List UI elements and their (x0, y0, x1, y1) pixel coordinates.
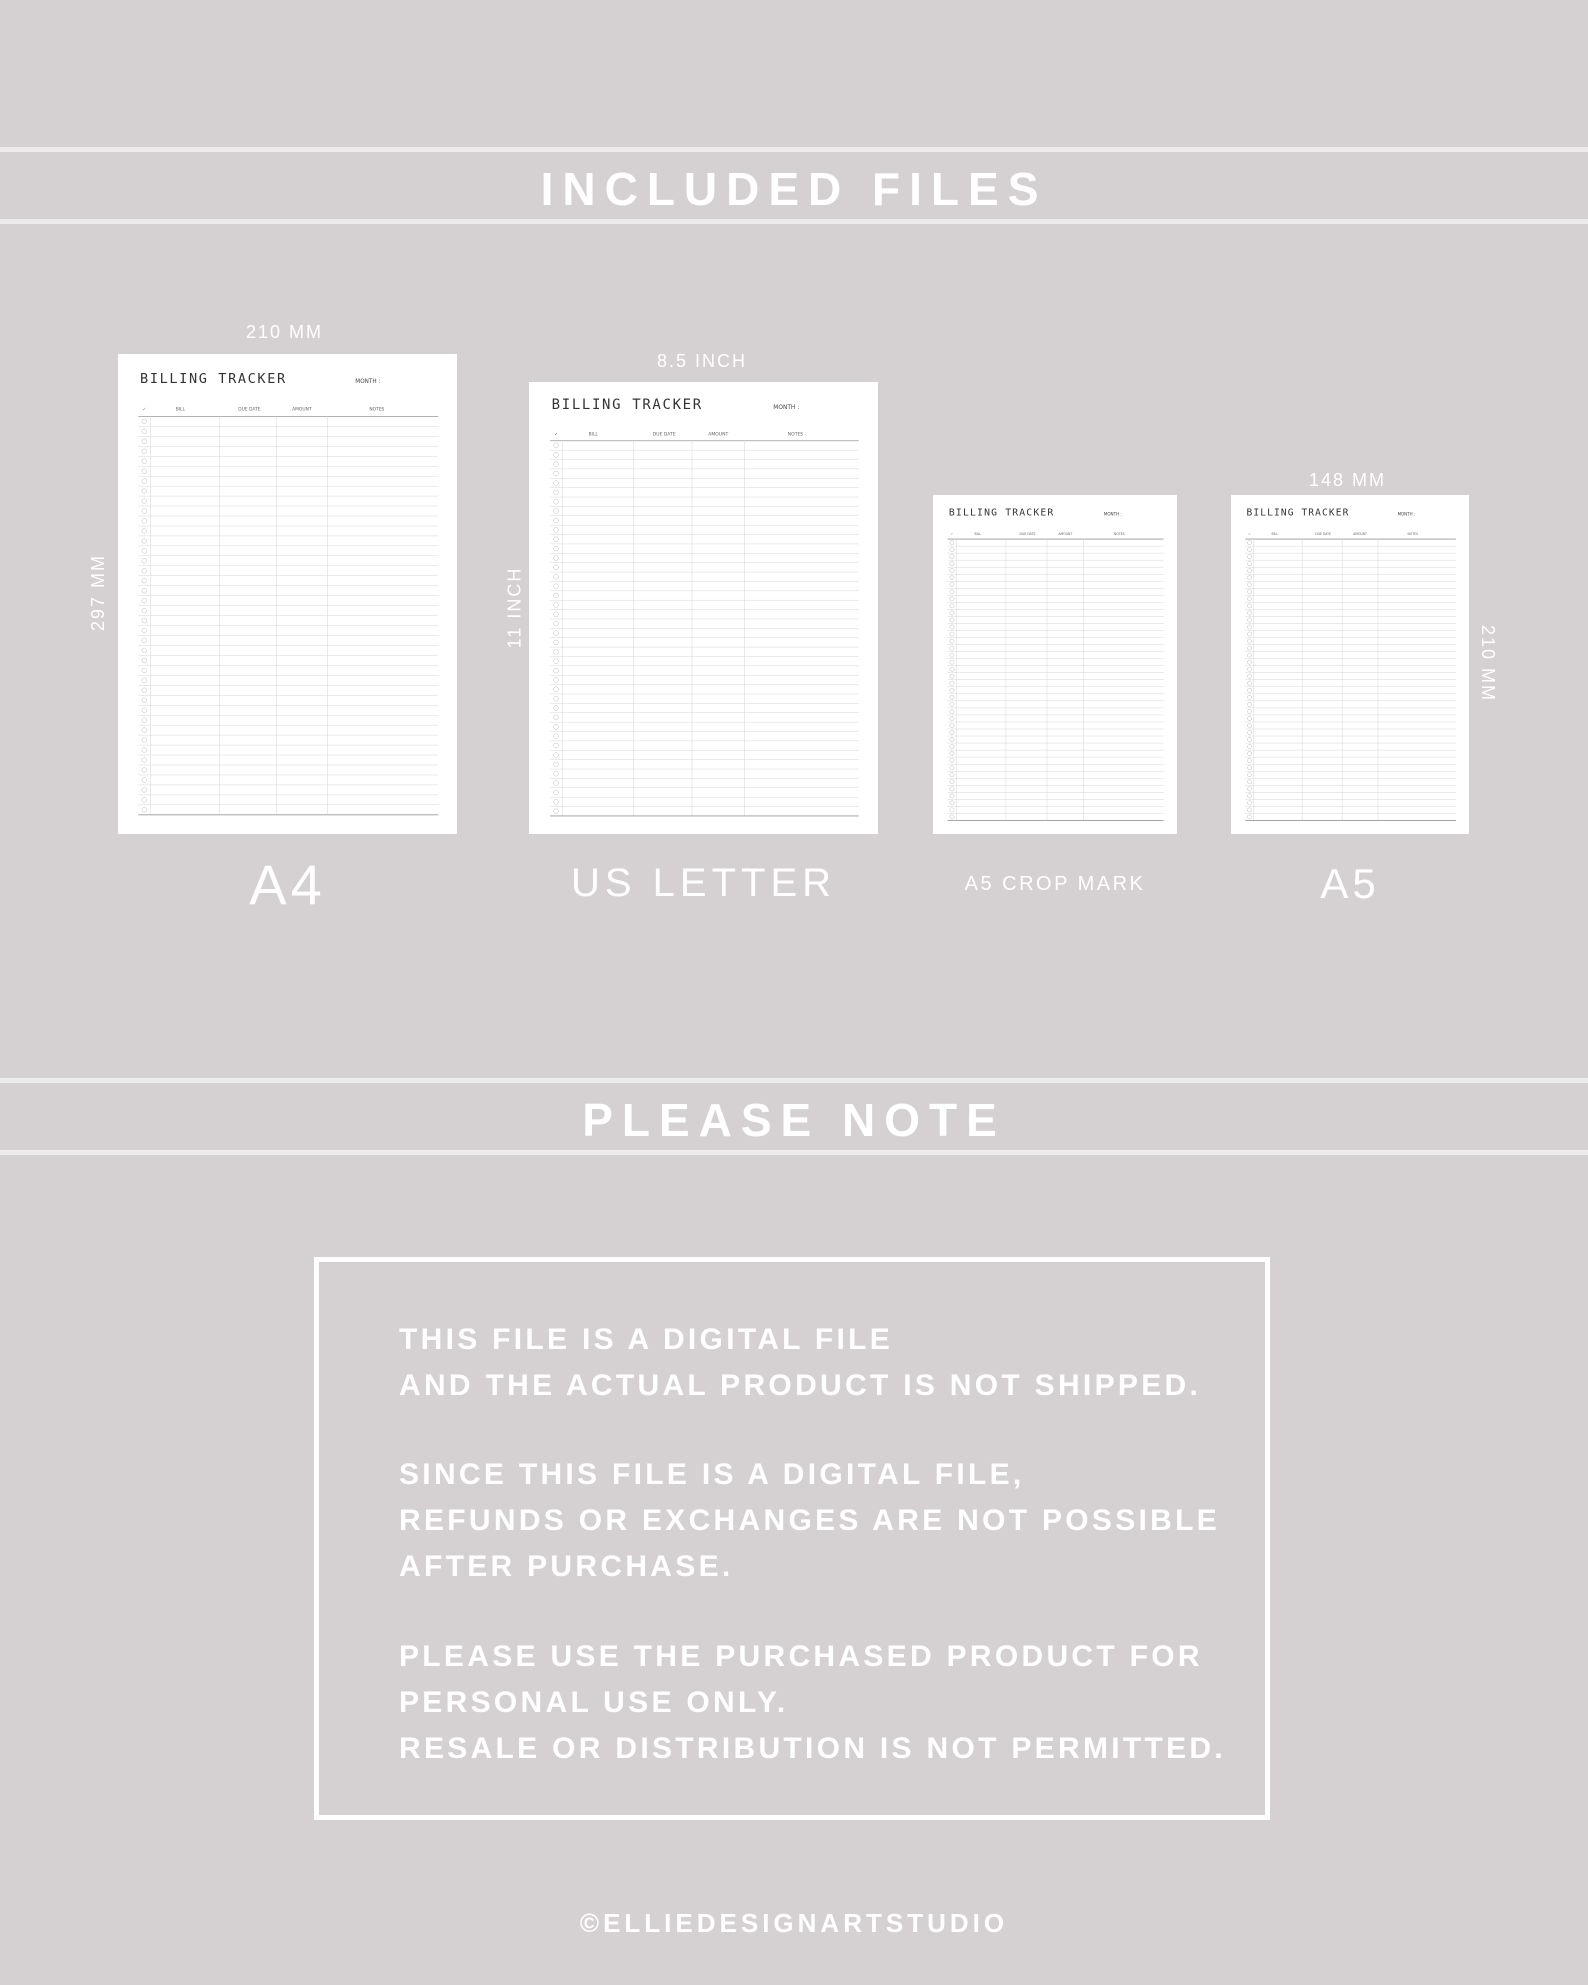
sheet-checkbox (554, 668, 559, 673)
sheet-checkbox (142, 688, 147, 693)
sheet-checkbox (1247, 808, 1251, 812)
sheet-checkbox (142, 558, 147, 563)
sheet-column-header: AMOUNT (1058, 532, 1073, 537)
sheet-checkbox (554, 724, 559, 729)
sheet-checkbox (1247, 590, 1251, 594)
sheet-checkbox (950, 548, 954, 552)
sheet-checkbox (1247, 667, 1251, 671)
sheet-checkbox (950, 780, 954, 784)
sheet-checkbox (950, 604, 954, 608)
a5-width-label: 148 MM (1309, 470, 1387, 490)
sheet-month-label: MONTH : (1103, 511, 1122, 517)
sheet-checkbox (950, 618, 954, 622)
a4-sheet-preview (118, 354, 457, 834)
sheet-checkbox (142, 728, 147, 733)
sheet-title: BILLING TRACKER (551, 397, 703, 414)
please-note-title: PLEASE NOTE (582, 1094, 1006, 1146)
sheet-checkbox (1247, 660, 1251, 664)
sheet-checkbox (554, 612, 559, 617)
sheet-checkbox (142, 758, 147, 763)
sheet-checkbox (950, 801, 954, 805)
sheet-checkbox (950, 653, 954, 657)
billing-tracker-preview (529, 382, 878, 834)
notice-paragraph-digital: THIS FILE IS A DIGITAL FILE AND THE ACTUAL PRODUCT IS NOT SHIPPED. (399, 1323, 1202, 1402)
sheet-checkbox (554, 771, 559, 776)
sheet-checkbox (950, 744, 954, 748)
sheet-checkbox (142, 708, 147, 713)
sheet-checkbox (554, 706, 559, 711)
sheet-checkbox (1247, 737, 1251, 741)
sheet-checkbox (1247, 639, 1251, 643)
sheet-checkbox (950, 555, 954, 559)
included-files-title: INCLUDED FILES (540, 163, 1048, 215)
sheet-checkbox (1247, 569, 1251, 573)
sheet-checkbox (142, 479, 147, 484)
sheet-column-header: BILL (588, 432, 598, 438)
sheet-checkbox (554, 462, 559, 467)
sheet-column-header: DUE DATE (238, 407, 261, 413)
sheet-checkbox (950, 730, 954, 734)
sheet-column-header: ✓ (1248, 532, 1251, 537)
sheet-checkbox (554, 481, 559, 486)
billing-tracker-preview (1231, 495, 1469, 834)
sheet-checkbox (142, 768, 147, 773)
sheet-column-header: ✓ (950, 532, 954, 537)
sheet-checkbox (1247, 632, 1251, 636)
sheet-column-header: DUE DATE (652, 432, 676, 438)
sheet-checkbox (950, 773, 954, 777)
sheet-checkbox (554, 743, 559, 748)
sheet-checkbox (1247, 681, 1251, 685)
sheet-checkbox (142, 519, 147, 524)
a5-sheet-preview (1231, 495, 1469, 834)
sheet-checkbox (950, 639, 954, 643)
sheet-checkbox (1247, 688, 1251, 692)
sheet-checkbox (142, 588, 147, 593)
sheet-checkbox (554, 574, 559, 579)
sheet-checkbox (554, 687, 559, 692)
sheet-checkbox (950, 562, 954, 566)
sheet-checkbox (142, 608, 147, 613)
billing-tracker-preview (933, 495, 1177, 834)
sheet-checkbox (950, 759, 954, 763)
sheet-checkbox (950, 716, 954, 720)
sheet-checkbox (1247, 597, 1251, 601)
a5-crop-sheet-preview (933, 495, 1177, 834)
sheet-column-header: AMOUNT (708, 432, 729, 438)
sheet-checkbox (554, 443, 559, 448)
sheet-checkbox (1247, 787, 1251, 791)
sheet-checkbox (554, 640, 559, 645)
sheet-checkbox (950, 766, 954, 770)
sheet-checkbox (142, 459, 147, 464)
sheet-checkbox (554, 471, 559, 476)
sheet-checkbox (1247, 618, 1251, 622)
sheet-column-header: BILL (1271, 532, 1278, 537)
sheet-checkbox (554, 621, 559, 626)
a4-height-label: 297 MM (88, 553, 109, 632)
sheet-checkbox (142, 539, 147, 544)
sheet-checkbox (142, 449, 147, 454)
sheet-column-header: ✓ (554, 432, 559, 438)
sheet-checkbox (142, 648, 147, 653)
sheet-checkbox (142, 598, 147, 603)
sheet-checkbox (1247, 752, 1251, 756)
sheet-checkbox (950, 709, 954, 713)
sheet-checkbox (1247, 780, 1251, 784)
sheet-checkbox (554, 715, 559, 720)
us-letter-sheet-preview (529, 382, 878, 834)
sheet-checkbox (950, 667, 954, 671)
sheet-column-header: BILL (175, 407, 185, 413)
a5-crop-format-label: A5 CROP MARK (964, 873, 1146, 895)
sheet-checkbox (142, 678, 147, 683)
billing-tracker-preview (118, 354, 457, 834)
sheet-checkbox (142, 618, 147, 623)
sheet-checkbox (554, 565, 559, 570)
sheet-checkbox (142, 797, 147, 802)
sheet-column-header: AMOUNT (292, 407, 312, 413)
sheet-checkbox (1247, 555, 1251, 559)
sheet-checkbox (950, 695, 954, 699)
sheet-checkbox (142, 439, 147, 444)
sheet-checkbox (1247, 576, 1251, 580)
sheet-checkbox (554, 602, 559, 607)
a4-format-label: A4 (249, 853, 326, 916)
copyright-text: ©ELLIEDESIGNARTSTUDIO (579, 1908, 1009, 1938)
sheet-checkbox (1247, 625, 1251, 629)
sheet-column-header: NOTES (1113, 532, 1125, 537)
notice-paragraph-personal-use: PLEASE USE THE PURCHASED PRODUCT FOR PERSONAL USE ONLY. RESALE OR DISTRIBUTION IS NOT PERMITTED. (399, 1640, 1227, 1765)
sheet-checkbox (554, 527, 559, 532)
sheet-checkbox (142, 568, 147, 573)
sheet-checkbox (554, 452, 559, 457)
sheet-checkbox (1247, 794, 1251, 798)
sheet-checkbox (1247, 611, 1251, 615)
sheet-checkbox (950, 674, 954, 678)
sheet-checkbox (554, 753, 559, 758)
sheet-title: BILLING TRACKER (140, 370, 287, 387)
sheet-month-label: MONTH : (773, 405, 800, 412)
sheet-checkbox (1247, 801, 1251, 805)
sheet-checkbox (142, 698, 147, 703)
sheet-checkbox (1247, 702, 1251, 706)
sheet-checkbox (554, 734, 559, 739)
sheet-column-header: NOTES (787, 432, 804, 438)
sheet-checkbox (1247, 759, 1251, 763)
sheet-checkbox (1247, 540, 1251, 544)
sheet-checkbox (950, 625, 954, 629)
sheet-checkbox (1247, 723, 1251, 727)
sheet-title: BILLING TRACKER (948, 507, 1055, 519)
sheet-checkbox (554, 762, 559, 767)
sheet-checkbox (554, 781, 559, 786)
sheet-checkbox (142, 807, 147, 812)
us-letter-width-label: 8.5 INCH (657, 351, 748, 371)
sheet-checkbox (142, 419, 147, 424)
a5-height-label: 210 MM (1478, 624, 1499, 703)
sheet-checkbox (554, 593, 559, 598)
sheet-checkbox (950, 794, 954, 798)
sheet-checkbox (142, 658, 147, 663)
sheet-checkbox (554, 659, 559, 664)
sheet-checkbox (950, 723, 954, 727)
sheet-checkbox (554, 696, 559, 701)
sheet-checkbox (142, 778, 147, 783)
sheet-column-header: ✓ (142, 407, 147, 413)
sheet-checkbox (1247, 674, 1251, 678)
us-letter-height-label: 11 INCH (504, 566, 525, 649)
sheet-checkbox (554, 678, 559, 683)
sheet-checkbox (1247, 730, 1251, 734)
sheet-checkbox (1247, 604, 1251, 608)
sheet-checkbox (1247, 709, 1251, 713)
sheet-checkbox (950, 646, 954, 650)
a4-width-label: 210 MM (246, 322, 324, 342)
sheet-checkbox (554, 546, 559, 551)
sheet-checkbox (142, 429, 147, 434)
a5-format-label: A5 (1320, 860, 1380, 907)
sheet-checkbox (142, 489, 147, 494)
us-letter-format-label: US LETTER (570, 861, 837, 905)
sheet-checkbox (1247, 695, 1251, 699)
sheet-checkbox (554, 509, 559, 514)
sheet-column-header: DUE DATE (1315, 532, 1331, 537)
sheet-checkbox (554, 649, 559, 654)
sheet-checkbox (1247, 815, 1251, 819)
sheet-checkbox (554, 518, 559, 523)
sheet-checkbox (142, 529, 147, 534)
sheet-checkbox (142, 628, 147, 633)
sheet-checkbox (1247, 562, 1251, 566)
sheet-checkbox (142, 509, 147, 514)
sheet-month-label: MONTH : (1397, 511, 1416, 517)
sheet-checkbox (950, 590, 954, 594)
sheet-checkbox (950, 808, 954, 812)
sheet-checkbox (1247, 766, 1251, 770)
sheet-checkbox (142, 469, 147, 474)
sheet-checkbox (950, 681, 954, 685)
sheet-checkbox (1247, 646, 1251, 650)
sheet-checkbox (950, 583, 954, 587)
sheet-checkbox (1247, 744, 1251, 748)
sheet-checkbox (554, 556, 559, 561)
sheet-checkbox (554, 490, 559, 495)
sheet-checkbox (950, 787, 954, 791)
sheet-checkbox (554, 584, 559, 589)
sheet-checkbox (554, 537, 559, 542)
sheet-month-label: MONTH : (355, 378, 381, 385)
sheet-checkbox (142, 668, 147, 673)
sheet-column-header: AMOUNT (1353, 532, 1367, 537)
sheet-checkbox (1247, 653, 1251, 657)
sheet-column-header: NOTES (369, 407, 385, 413)
sheet-checkbox (142, 499, 147, 504)
sheet-checkbox (950, 688, 954, 692)
sheet-checkbox (1247, 583, 1251, 587)
sheet-checkbox (554, 499, 559, 504)
sheet-column-header: DUE DATE (1019, 532, 1036, 537)
sheet-checkbox (950, 752, 954, 756)
sheet-checkbox (950, 660, 954, 664)
sheet-checkbox (950, 702, 954, 706)
sheet-checkbox (554, 799, 559, 804)
sheet-checkbox (142, 788, 147, 793)
sheet-checkbox (1247, 548, 1251, 552)
sheet-checkbox (950, 737, 954, 741)
sheet-checkbox (142, 548, 147, 553)
sheet-checkbox (1247, 716, 1251, 720)
sheet-checkbox (950, 815, 954, 819)
sheet-checkbox (950, 597, 954, 601)
sheet-checkbox (950, 576, 954, 580)
sheet-checkbox (950, 540, 954, 544)
sheet-checkbox (554, 631, 559, 636)
sheet-checkbox (142, 748, 147, 753)
notice-paragraph-refunds: SINCE THIS FILE IS A DIGITAL FILE, REFUNDS OR EXCHANGES ARE NOT POSSIBLE AFTER PURCHASE. (399, 1458, 1221, 1583)
sheet-checkbox (142, 578, 147, 583)
sheet-column-header: NOTES (1407, 532, 1418, 537)
sheet-title: BILLING TRACKER (1246, 507, 1350, 519)
sheet-checkbox (142, 638, 147, 643)
sheet-checkbox (950, 569, 954, 573)
sheet-checkbox (554, 790, 559, 795)
sheet-checkbox (950, 611, 954, 615)
sheet-checkbox (1247, 773, 1251, 777)
sheet-checkbox (142, 738, 147, 743)
notice-box (314, 1257, 1270, 1820)
sheet-checkbox (554, 809, 559, 814)
sheet-column-header: BILL (974, 532, 982, 537)
sheet-checkbox (142, 718, 147, 723)
sheet-checkbox (950, 632, 954, 636)
